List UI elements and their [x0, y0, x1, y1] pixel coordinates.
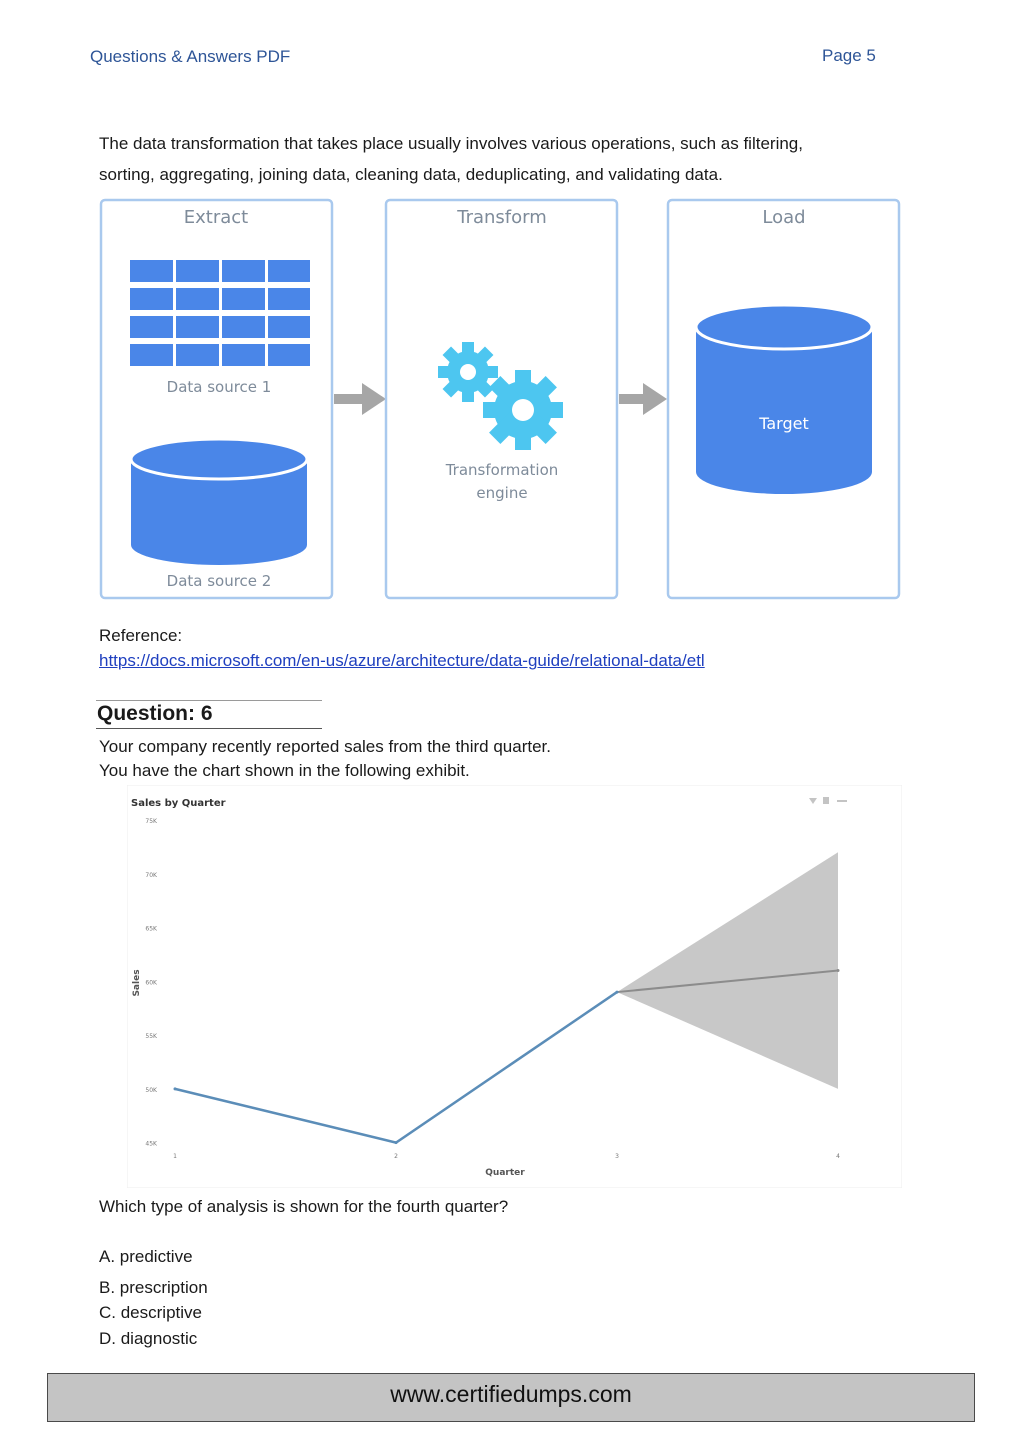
y-tick-label: 55K: [145, 1033, 157, 1041]
question-line: You have the chart shown in the following exhibit.: [99, 761, 470, 780]
source2-label: Data source 2: [166, 572, 272, 590]
divider: [96, 700, 322, 701]
y-tick-label: 65K: [145, 925, 157, 933]
sales-chart: [127, 785, 902, 1188]
y-tick-label: 70K: [145, 871, 157, 879]
intro-paragraph: [99, 128, 929, 190]
arrow-right-icon: [619, 383, 667, 415]
y-tick-label: 60K: [145, 979, 157, 987]
x-tick-label: 1: [173, 1153, 177, 1160]
question-text: [99, 735, 551, 783]
sales-point: [174, 1087, 177, 1090]
y-tick-label: 75K: [145, 818, 157, 825]
forecast-point: [837, 969, 840, 972]
intro-line: The data transformation that takes place usually involves various operations, such as filtering,: [99, 134, 803, 153]
x-tick-label: 2: [394, 1153, 398, 1160]
source1-label: Data source 1: [166, 378, 272, 396]
header-title: Questions & Answers PDF: [90, 47, 291, 66]
sales-point: [616, 991, 619, 994]
sales-point: [395, 1141, 398, 1144]
x-axis-label: Quarter: [485, 1168, 525, 1178]
divider: [96, 728, 322, 729]
x-tick-label: 3: [615, 1153, 619, 1160]
database-icon: [131, 439, 307, 565]
engine-label: engine: [476, 484, 528, 502]
y-tick-label: 45K: [145, 1140, 157, 1148]
engine-label: Transformation: [445, 461, 559, 479]
y-tick-label: 50K: [145, 1086, 157, 1094]
option-a[interactable]: A. predictive: [99, 1247, 193, 1266]
load-title: Load: [762, 207, 806, 228]
footer-url[interactable]: www.certifiedumps.com: [390, 1381, 632, 1407]
y-axis-label: Sales: [132, 969, 142, 997]
intro-line: sorting, aggregating, joining data, cleaning data, deduplicating, and validating data.: [99, 165, 723, 184]
option-c[interactable]: C. descriptive: [99, 1303, 202, 1322]
question-prompt: Which type of analysis is shown for the fourth quarter?: [99, 1197, 509, 1216]
target-database-icon: [696, 305, 872, 494]
option-d[interactable]: D. diagnostic: [99, 1329, 198, 1348]
chart-title: Sales by Quarter: [131, 798, 226, 809]
transform-title: Transform: [457, 207, 547, 228]
page-number: Page 5: [822, 46, 876, 65]
arrow-right-icon: [334, 383, 386, 415]
etl-diagram: [98, 197, 904, 602]
option-b[interactable]: B. prescription: [99, 1278, 208, 1297]
footer-bar: [47, 1373, 975, 1422]
target-label: Target: [759, 414, 809, 433]
reference-label: Reference:: [99, 626, 183, 645]
reference-link[interactable]: https://docs.microsoft.com/en-us/azure/architecture/data-guide/relational-data/etl: [99, 651, 705, 670]
extract-title: Extract: [183, 207, 249, 228]
question-line: Your company recently reported sales from the third quarter.: [99, 737, 551, 756]
question-title: Question: 6: [97, 702, 213, 725]
x-tick-label: 4: [836, 1153, 840, 1160]
